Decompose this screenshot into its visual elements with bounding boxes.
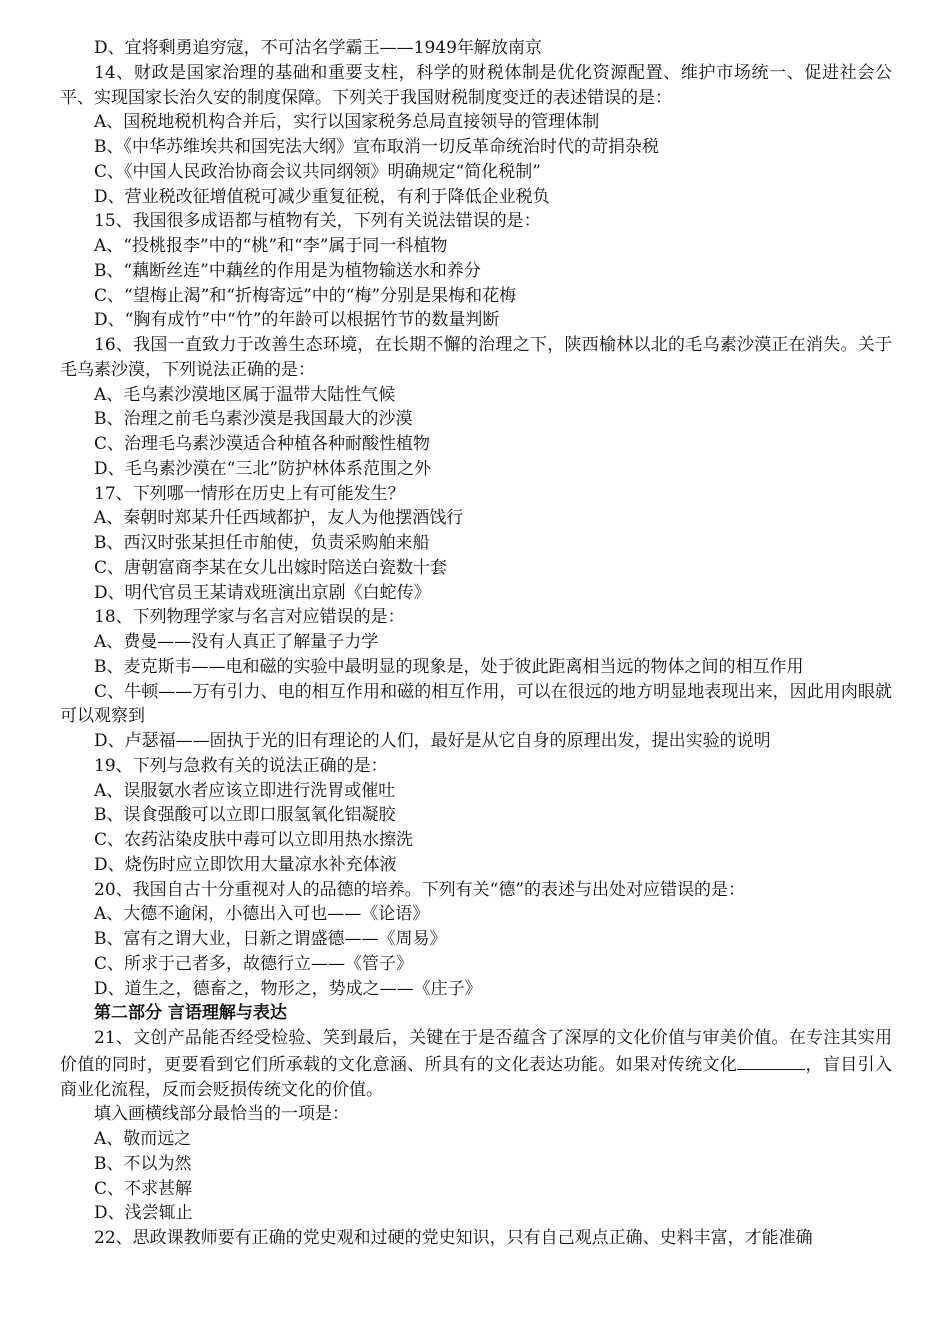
q14-option-b: B、《中华苏维埃共和国宪法大纲》宣布取消一切反革命统治时代的苛捐杂税 [94,137,659,157]
q19-option-b: B、误食强酸可以立即口服氢氧化铝凝胶 [94,805,396,826]
q17-option-b: B、西汉时张某担任市舶使，负责采购舶来船 [94,533,430,553]
q15-option-c: C、“望梅止渴”和“折梅寄远”中的“梅”分别是果梅和花梅 [94,285,517,306]
q17-option-a: A、秦朝时郑某升任西域都护，友人为他摆酒饯行 [94,508,464,529]
q20-stem: 20、我国自古十分重视对人的品德的培养。下列有关“德”的表述与出处对应错误的是： [94,879,746,900]
q19-option-d: D、烧伤时应立即饮用大量凉水补充体液 [94,854,397,875]
q21-stem [60,1026,892,1102]
q20-option-d: D、道生之，德畜之，物形之，势成之——《庄子》 [94,978,482,999]
q19-option-a: A、误服氨水者应该立即进行洗胃或催吐 [94,780,396,801]
q17-option-c: C、唐朝富商李某在女儿出嫁时陪送白瓷数十套 [94,557,448,578]
q21-stem-tail: ，盲目引入商业化流程，反而会贬损传统文化的价值。 [60,1054,893,1100]
q18-stem: 18、下列物理学家与名言对应错误的是： [94,607,405,628]
q14-option-d: D、营业税改征增值税可减少重复征税，有利于降低企业税负 [94,186,550,207]
q17-option-d: D、明代官员王某请戏班演出京剧《白蛇传》 [94,582,431,603]
fill-in-blank [737,1051,805,1070]
q13-option-d: D、宜将剩勇追穷寇，不可沽名学霸王——1949年解放南京 [94,38,542,58]
q19-option-c: C、农药沾染皮肤中毒可以立即用热水擦洗 [94,830,414,850]
q16-option-a: A、毛乌素沙漠地区属于温带大陆性气候 [94,384,396,405]
q20-option-a: A、大德不逾闲，小德出入可也——《论语》 [94,904,430,925]
q21-option-b: B、不以为然 [94,1153,192,1174]
q21-option-c: C、不求甚解 [94,1178,193,1199]
q21-option-a: A、敬而远之 [94,1129,192,1149]
q15-stem: 15、我国很多成语都与植物有关，下列有关说法错误的是： [94,211,541,232]
q19-stem: 19、下列与急救有关的说法正确的是： [94,755,388,776]
q21-prompt: 填入画横线部分最恰当的一项是： [94,1104,349,1125]
q21-stem-text: 21、文创产品能否经受检验、笑到最后，关键在于是否蕴含了深厚的文化价值与审美价值。在专注其实用价值的同时，更要看到它们所承载的文化意涵、所具有的文化表达功能。如果对传统文化 [60,1028,892,1075]
q14-option-a: A、国税地税机构合并后，实行以国家税务总局直接领导的管理体制 [94,112,600,133]
q18-option-d: D、卢瑟福——固执于光的旧有理论的人们，最好是从它自身的原理出发，提出实验的说明 [94,731,771,751]
q15-option-b: B、“藕断丝连”中藕丝的作用是为植物输送水和养分 [94,260,481,281]
document-page [60,36,892,1251]
q18-option-b: B、麦克斯韦——电和磁的实验中最明显的现象是，处于彼此距离相当远的物体之间的相互作用 [94,656,804,677]
q22-stem: 22、思政课教师要有正确的党史观和过硬的党史知识，只有自己观点正确、史料丰富，才能准确 [94,1228,813,1248]
q14-stem: 14、财政是国家治理的基础和重要支柱，科学的财税体制是优化资源配置、维护市场统一、促进社会公平、实现国家长治久安的制度保障。下列关于我国财税制度变迁的表述错误的是： [60,62,892,108]
q15-option-d: D、“胸有成竹”中“竹”的年龄可以根据竹节的数量判断 [94,310,500,331]
q16-stem: 16、我国一直致力于改善生态环境，在长期不懈的治理之下，陕西榆林以北的毛乌素沙漠正在消失。关于毛乌素沙漠，下列说法正确的是： [60,335,892,380]
q16-option-b: B、治理之前毛乌素沙漠是我国最大的沙漠 [94,409,413,430]
q16-option-c: C、治理毛乌素沙漠适合种植各种耐酸性植物 [94,434,431,454]
q16-option-d: D、毛乌素沙漠在“三北”防护林体系范围之外 [94,458,432,479]
section-heading: 第二部分 言语理解与表达 [94,1003,287,1024]
q18-option-c: C、牛顿——万有引力、电的相互作用和磁的相互作用，可以在很远的地方明显地表现出来，因此用肉眼就可以观察到 [60,681,892,727]
q20-option-c: C、所求于己者多，故德行立——《管子》 [94,953,414,974]
q14-option-c: C、《中国人民政治协商会议共同纲领》明确规定“简化税制” [94,161,541,182]
q17-stem: 17、下列哪一情形在历史上有可能发生？ [94,483,405,504]
q15-option-a: A、“投桃报李”中的“桃”和“李”属于同一科植物 [94,236,448,256]
q21-option-d: D、浅尝辄止 [94,1203,193,1224]
q18-option-a: A、费曼——没有人真正了解量子力学 [94,632,379,652]
q20-option-b: B、富有之谓大业，日新之谓盛德——《周易》 [94,929,447,949]
